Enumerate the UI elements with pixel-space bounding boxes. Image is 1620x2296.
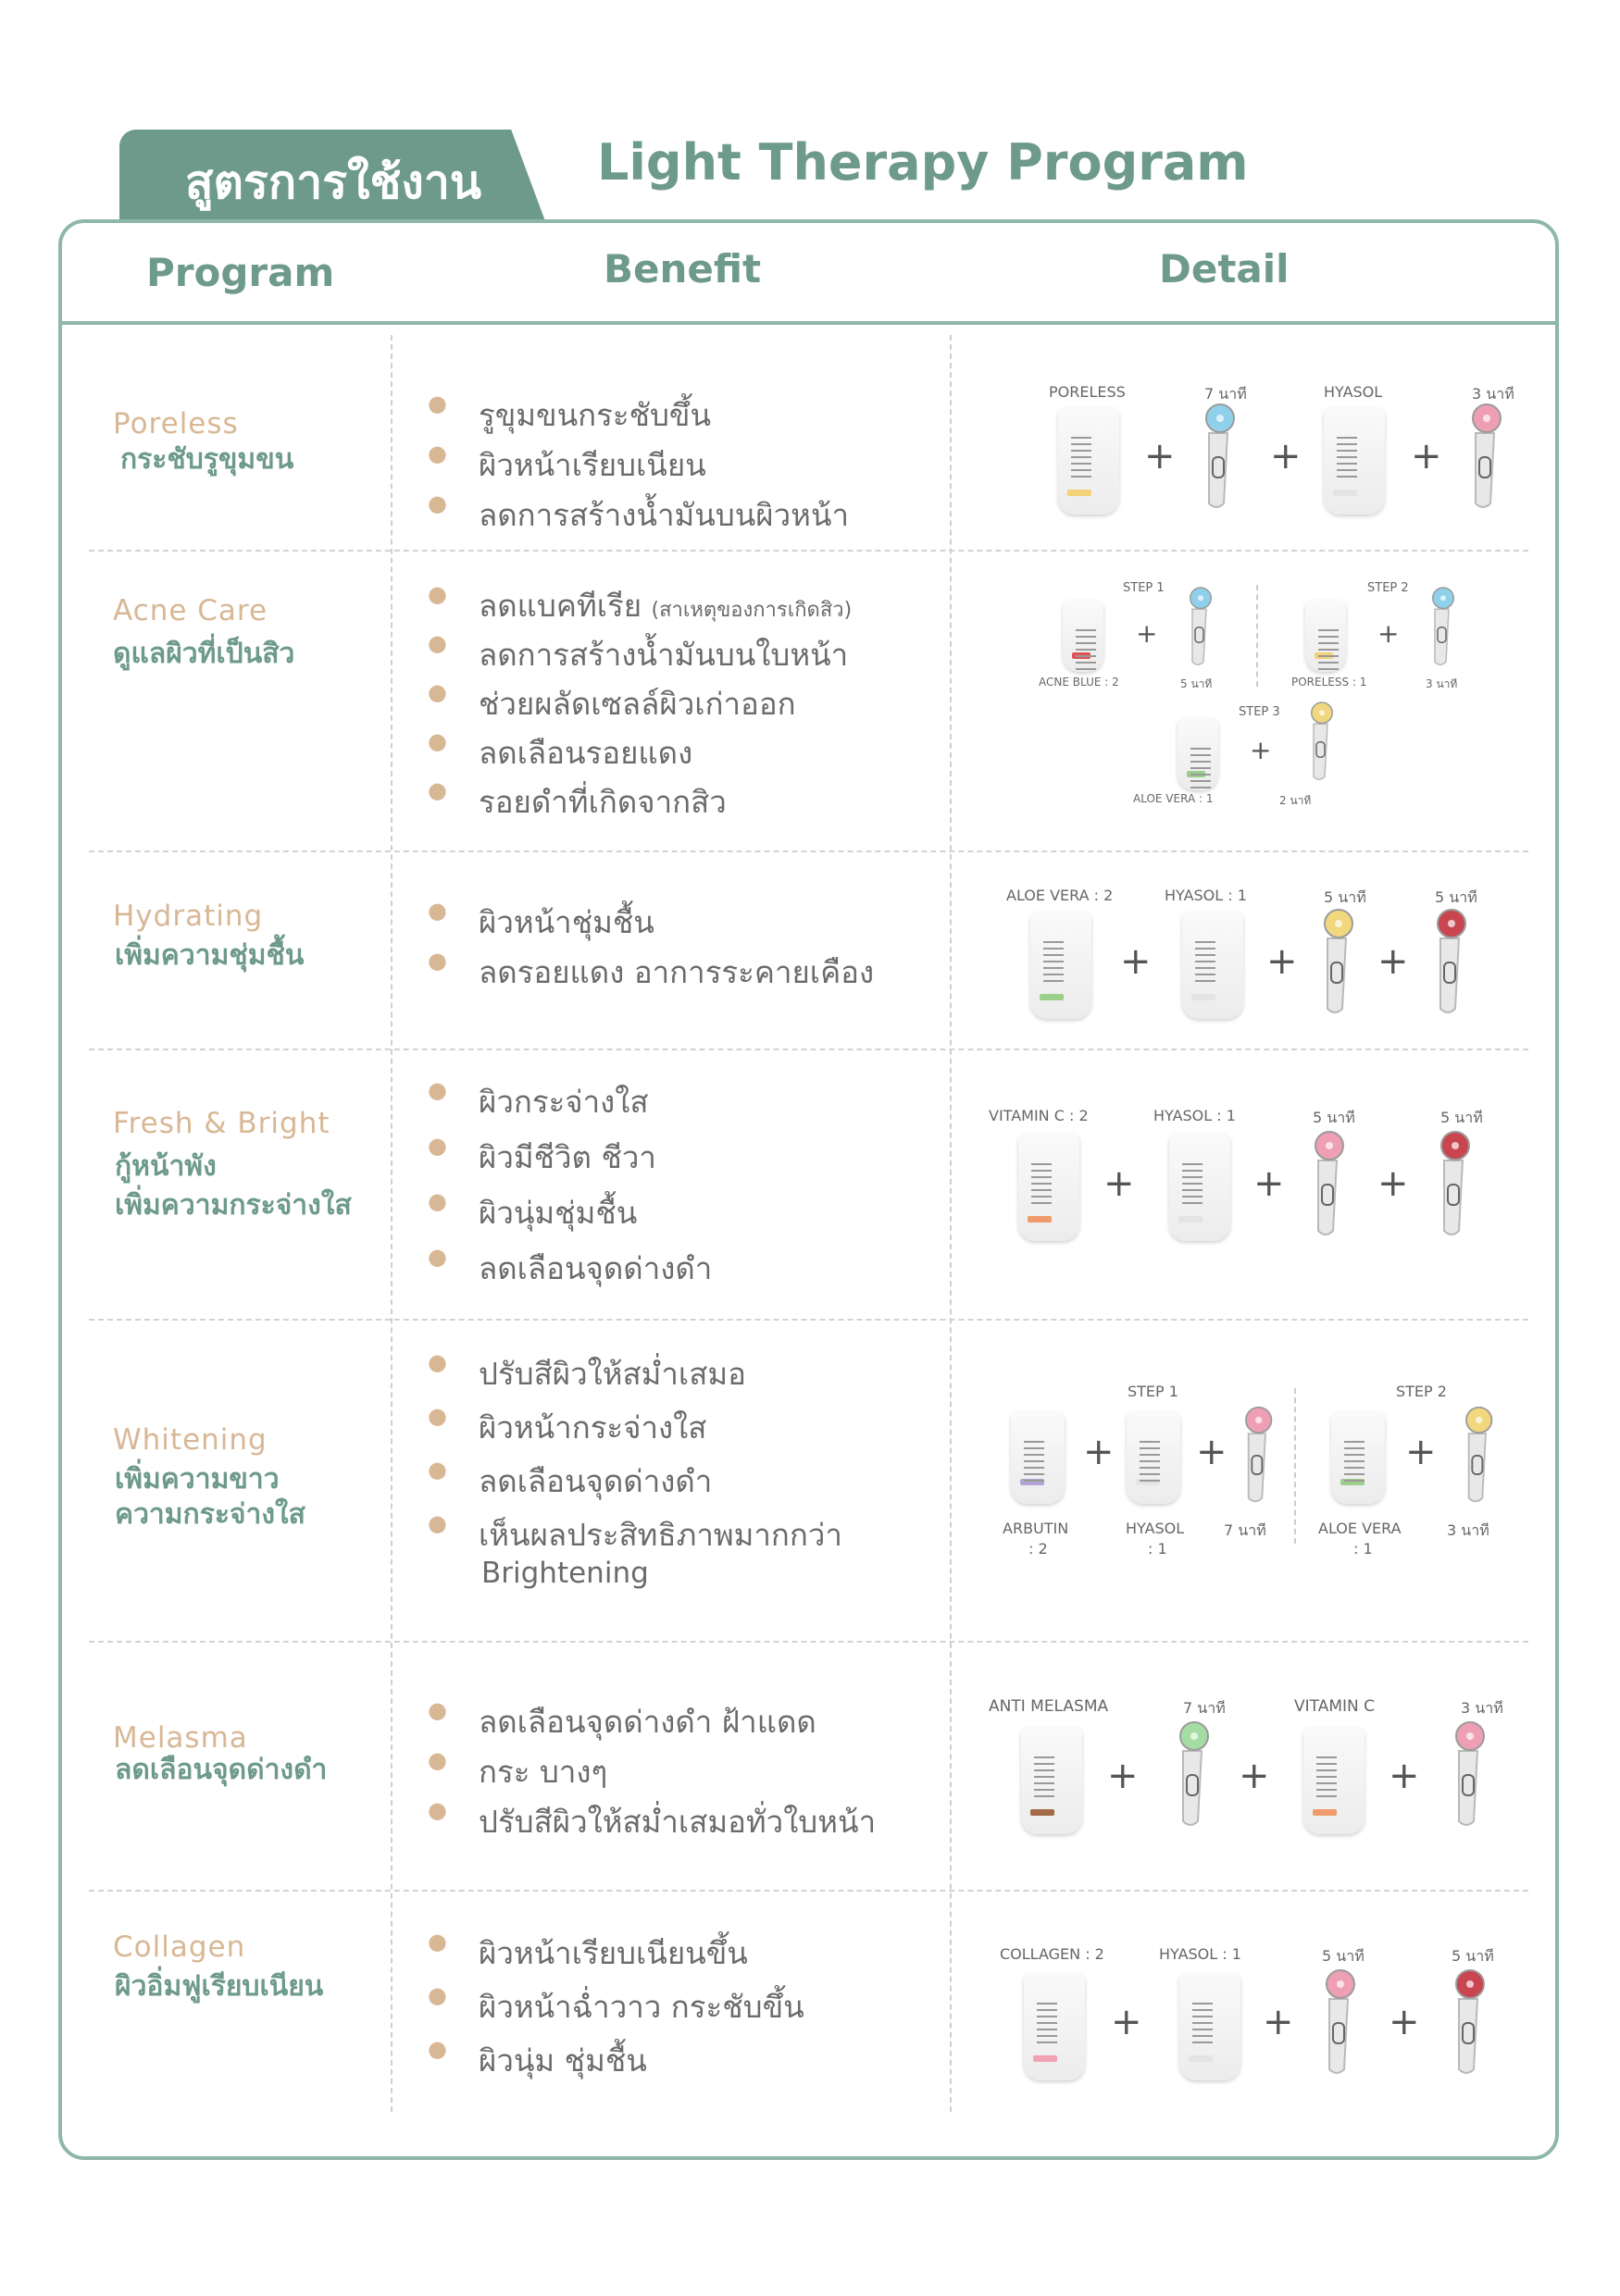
list-item: ● ปรับสีผิวให้สม่ำเสมอ [428,1349,746,1392]
benefit-list [428,898,874,998]
column-header-detail: Detail [1159,246,1290,292]
row-divider [89,550,1528,552]
benefit-list [428,1929,804,2090]
program-name-en: Melasma [113,1721,248,1755]
program-name-th: เพิ่มความชุ่มชื้น [115,939,305,972]
product-label: PORELESS : 1 [1291,676,1367,689]
duration-label: 5 นาที [1322,1947,1365,1965]
product-tube [1058,407,1119,515]
duration-label: 3 นาที [1472,385,1514,403]
duration-label: 3 นาที [1447,1521,1489,1539]
program-name-en: Hydrating [113,900,264,933]
plus-icon: + [1250,735,1272,765]
list-item: ● รูขุมขนกระชับขึ้น [428,391,712,433]
duration-label: 5 นาที [1324,888,1366,906]
plus-icon: + [1196,1431,1227,1473]
product-label: PORELESS [1049,383,1126,401]
plus-icon: + [1239,1755,1270,1797]
plus-icon: + [1405,1431,1437,1473]
product-label: ALOE VERA : 2 [1006,887,1114,904]
product-tube [1178,718,1218,790]
step-label: STEP 1 [1123,581,1165,595]
benefit-continuation: Brightening [481,1557,649,1590]
led-device-icon-blue [1194,402,1239,511]
plus-icon: + [1263,2001,1294,2043]
list-item: ● เห็นผลประสิทธิภาพมากกว่า [428,1510,842,1553]
product-label: ACNE BLUE : 2 [1039,676,1119,689]
program-name-th: กู้หน้าพัง [115,1150,217,1183]
duration-label: 7 นาที [1224,1521,1266,1539]
product-tube [1063,600,1103,672]
column-divider [950,335,952,2112]
list-item: ● ลดการสร้างน้ำมันบนผิวหน้า [428,490,850,533]
row-divider [89,1319,1528,1321]
step-separator [1294,1388,1296,1544]
step-label: STEP 2 [1367,581,1409,595]
plus-icon: + [1270,435,1302,478]
benefit-list [428,1697,876,1847]
header-divider [60,321,1557,325]
led-device-icon-pink [1444,1719,1489,1829]
duration-label: 2 นาที [1279,794,1312,807]
list-item: ● ลดเลือนรอยแดง [428,728,693,771]
plus-icon: + [1083,1431,1115,1473]
list-item: ● ผิวหน้าฉ่ำวาว กระชับขึ้น [428,1982,804,2025]
product-label: HYASOL : 1 [1153,1107,1236,1124]
duration-label: 7 นาที [1183,1699,1226,1717]
product-label: COLLAGEN : 2 [1000,1945,1104,1963]
led-device-icon-yellow [1302,700,1336,783]
led-device-icon-yellow [1455,1405,1496,1505]
list-item: ● ผิวนุ่ม ชุ่มชื้น [428,2036,647,2079]
plus-icon: + [1107,1755,1139,1797]
program-name-en: Collagen [113,1930,246,1964]
led-device-icon-pink [1315,1967,1359,2077]
list-item: ● รอยดำที่เกิดจากสิว [428,777,727,820]
product-label: VITAMIN C [1294,1697,1376,1716]
list-item: ● ลดเลือนจุดด่างดำ [428,1244,713,1286]
led-device-icon-green [1168,1719,1213,1829]
benefit-list [428,1349,842,1557]
benefit-list [428,1077,712,1299]
list-item: ● ผิวหน้าเรียบเนียนขึ้น [428,1929,748,1971]
list-item: ● ปรับสีผิวให้สม่ำเสมอทั่วใบหน้า [428,1797,877,1840]
led-device-icon-red [1426,907,1470,1016]
benefit-note: (สาเหตุของการเกิดสิว) [651,599,853,622]
list-item: ● ผิวนุ่มชุ่มชื้น [428,1188,638,1231]
led-device-icon-red [1444,1967,1489,2077]
row-divider [89,1890,1528,1892]
list-item: ● ลดเลือนจุดด่างดำ ฝ้าแดด [428,1697,816,1740]
led-device-icon-blue [1181,585,1215,668]
plus-icon: + [1377,618,1400,649]
product-label: ALOE VERA : 1 [1133,792,1214,805]
product-label: ALOE VERA [1318,1520,1402,1537]
step-label: STEP 1 [1128,1383,1178,1400]
plus-icon: + [1136,618,1158,649]
product-tube [1021,1727,1082,1834]
duration-label: 3 นาที [1426,677,1458,690]
product-tube [1303,1727,1365,1834]
row-divider [89,1641,1528,1643]
product-tube [1169,1134,1230,1241]
program-name-en: Whitening [113,1423,268,1457]
program-name-en: Fresh & Bright [113,1107,330,1140]
plus-icon: + [1411,435,1442,478]
list-item: ● ผิวหน้ากระจ่างใส [428,1403,707,1446]
list-item: ● ผิวหน้าเรียบเนียน [428,441,706,483]
column-header-program: Program [146,250,335,295]
row-divider [89,850,1528,852]
program-name-th: ลดเลือนจุดด่างดำ [115,1754,328,1786]
led-device-icon-yellow [1313,907,1357,1016]
program-name-th: กระชับรูขุมขน [120,443,294,476]
benefit-list [428,581,852,826]
list-item: ● ช่วยผลัดเซลล์ผิวเก่าออก [428,679,796,722]
program-name-en: Acne Care [113,594,268,627]
program-name-th: เพิ่มความขาว [115,1463,280,1496]
product-tube [1305,600,1346,672]
benefit-list [428,391,849,540]
plus-icon: + [1111,2001,1142,2043]
list-item: ● ผิวหน้าชุ่มชื้น [428,898,654,940]
product-label: HYASOL : 1 [1159,1945,1241,1963]
product-label: ARBUTIN [1003,1520,1069,1537]
page-title: Light Therapy Program [597,133,1249,192]
list-item: ● ลดเลือนจุดด่างดำ [428,1457,713,1499]
step-label: STEP 2 [1396,1383,1447,1400]
program-name-th: ดูแลผิวที่เป็นสิว [113,638,295,670]
plus-icon: + [1144,435,1176,478]
product-tube [1182,912,1243,1019]
product-ratio: : 1 [1148,1540,1167,1558]
product-tube [1024,1973,1085,2080]
list-item: ● ลดรอยแดง อาการระคายเคือง [428,948,875,990]
duration-label: 5 นาที [1452,1947,1494,1965]
product-tube [1331,1411,1385,1504]
led-device-icon-pink [1303,1129,1348,1238]
product-tube [1030,912,1091,1019]
program-name-th: ผิวอิ่มฟูเรียบเนียน [115,1970,324,2003]
product-ratio: : 1 [1353,1540,1373,1558]
led-device-icon-pink [1461,402,1505,511]
product-label: HYASOL [1126,1520,1185,1537]
plus-icon: + [1120,940,1152,983]
plus-icon: + [1253,1162,1285,1205]
duration-label: 5 นาที [1435,888,1477,906]
plus-icon: + [1266,940,1298,983]
product-tube [1179,1973,1240,2080]
product-label: ANTI MELASMA [989,1697,1109,1716]
program-name-th: ความกระจ่างใส [115,1498,305,1531]
plus-icon: + [1377,940,1409,983]
list-item: ● กระ บางๆ [428,1747,608,1790]
duration-label: 5 นาที [1180,677,1213,690]
list-item: ● ผิวกระจ่างใส [428,1077,649,1120]
program-name-th: เพิ่มความกระจ่างใส [115,1189,352,1222]
plus-icon: + [1103,1162,1135,1205]
plus-icon: + [1389,2001,1420,2043]
column-header-benefit: Benefit [604,246,762,292]
duration-label: 3 นาที [1461,1699,1503,1717]
product-tube [1018,1134,1079,1241]
duration-label: 5 นาที [1440,1109,1483,1126]
product-label: HYASOL [1324,383,1383,401]
led-device-icon-pink [1235,1405,1276,1505]
led-device-icon-red [1429,1129,1474,1238]
list-item: ● ลดการสร้างน้ำมันบนใบหน้า [428,630,849,673]
product-tube [1127,1411,1180,1504]
product-tube [1011,1411,1065,1504]
step-label: STEP 3 [1239,705,1280,719]
step-separator [1256,585,1258,687]
led-device-icon-blue [1424,585,1457,668]
product-label: VITAMIN C : 2 [989,1107,1089,1124]
column-divider [391,335,393,2112]
duration-label: 7 นาที [1204,385,1247,403]
plus-icon: + [1377,1162,1409,1205]
plus-icon: + [1389,1755,1420,1797]
program-name-en: Poreless [113,407,239,441]
duration-label: 5 นาที [1313,1109,1355,1126]
product-label: HYASOL : 1 [1165,887,1247,904]
header-tab-label: สูตรการใช้งาน [185,155,482,209]
product-tube [1324,407,1385,515]
product-ratio: : 2 [1028,1540,1048,1558]
row-divider [89,1049,1528,1050]
list-item: ● ลดแบคทีเรีย (สาเหตุของการเกิดสิว) [428,581,853,624]
list-item: ● ผิวมีชีวิต ชีวา [428,1133,656,1175]
